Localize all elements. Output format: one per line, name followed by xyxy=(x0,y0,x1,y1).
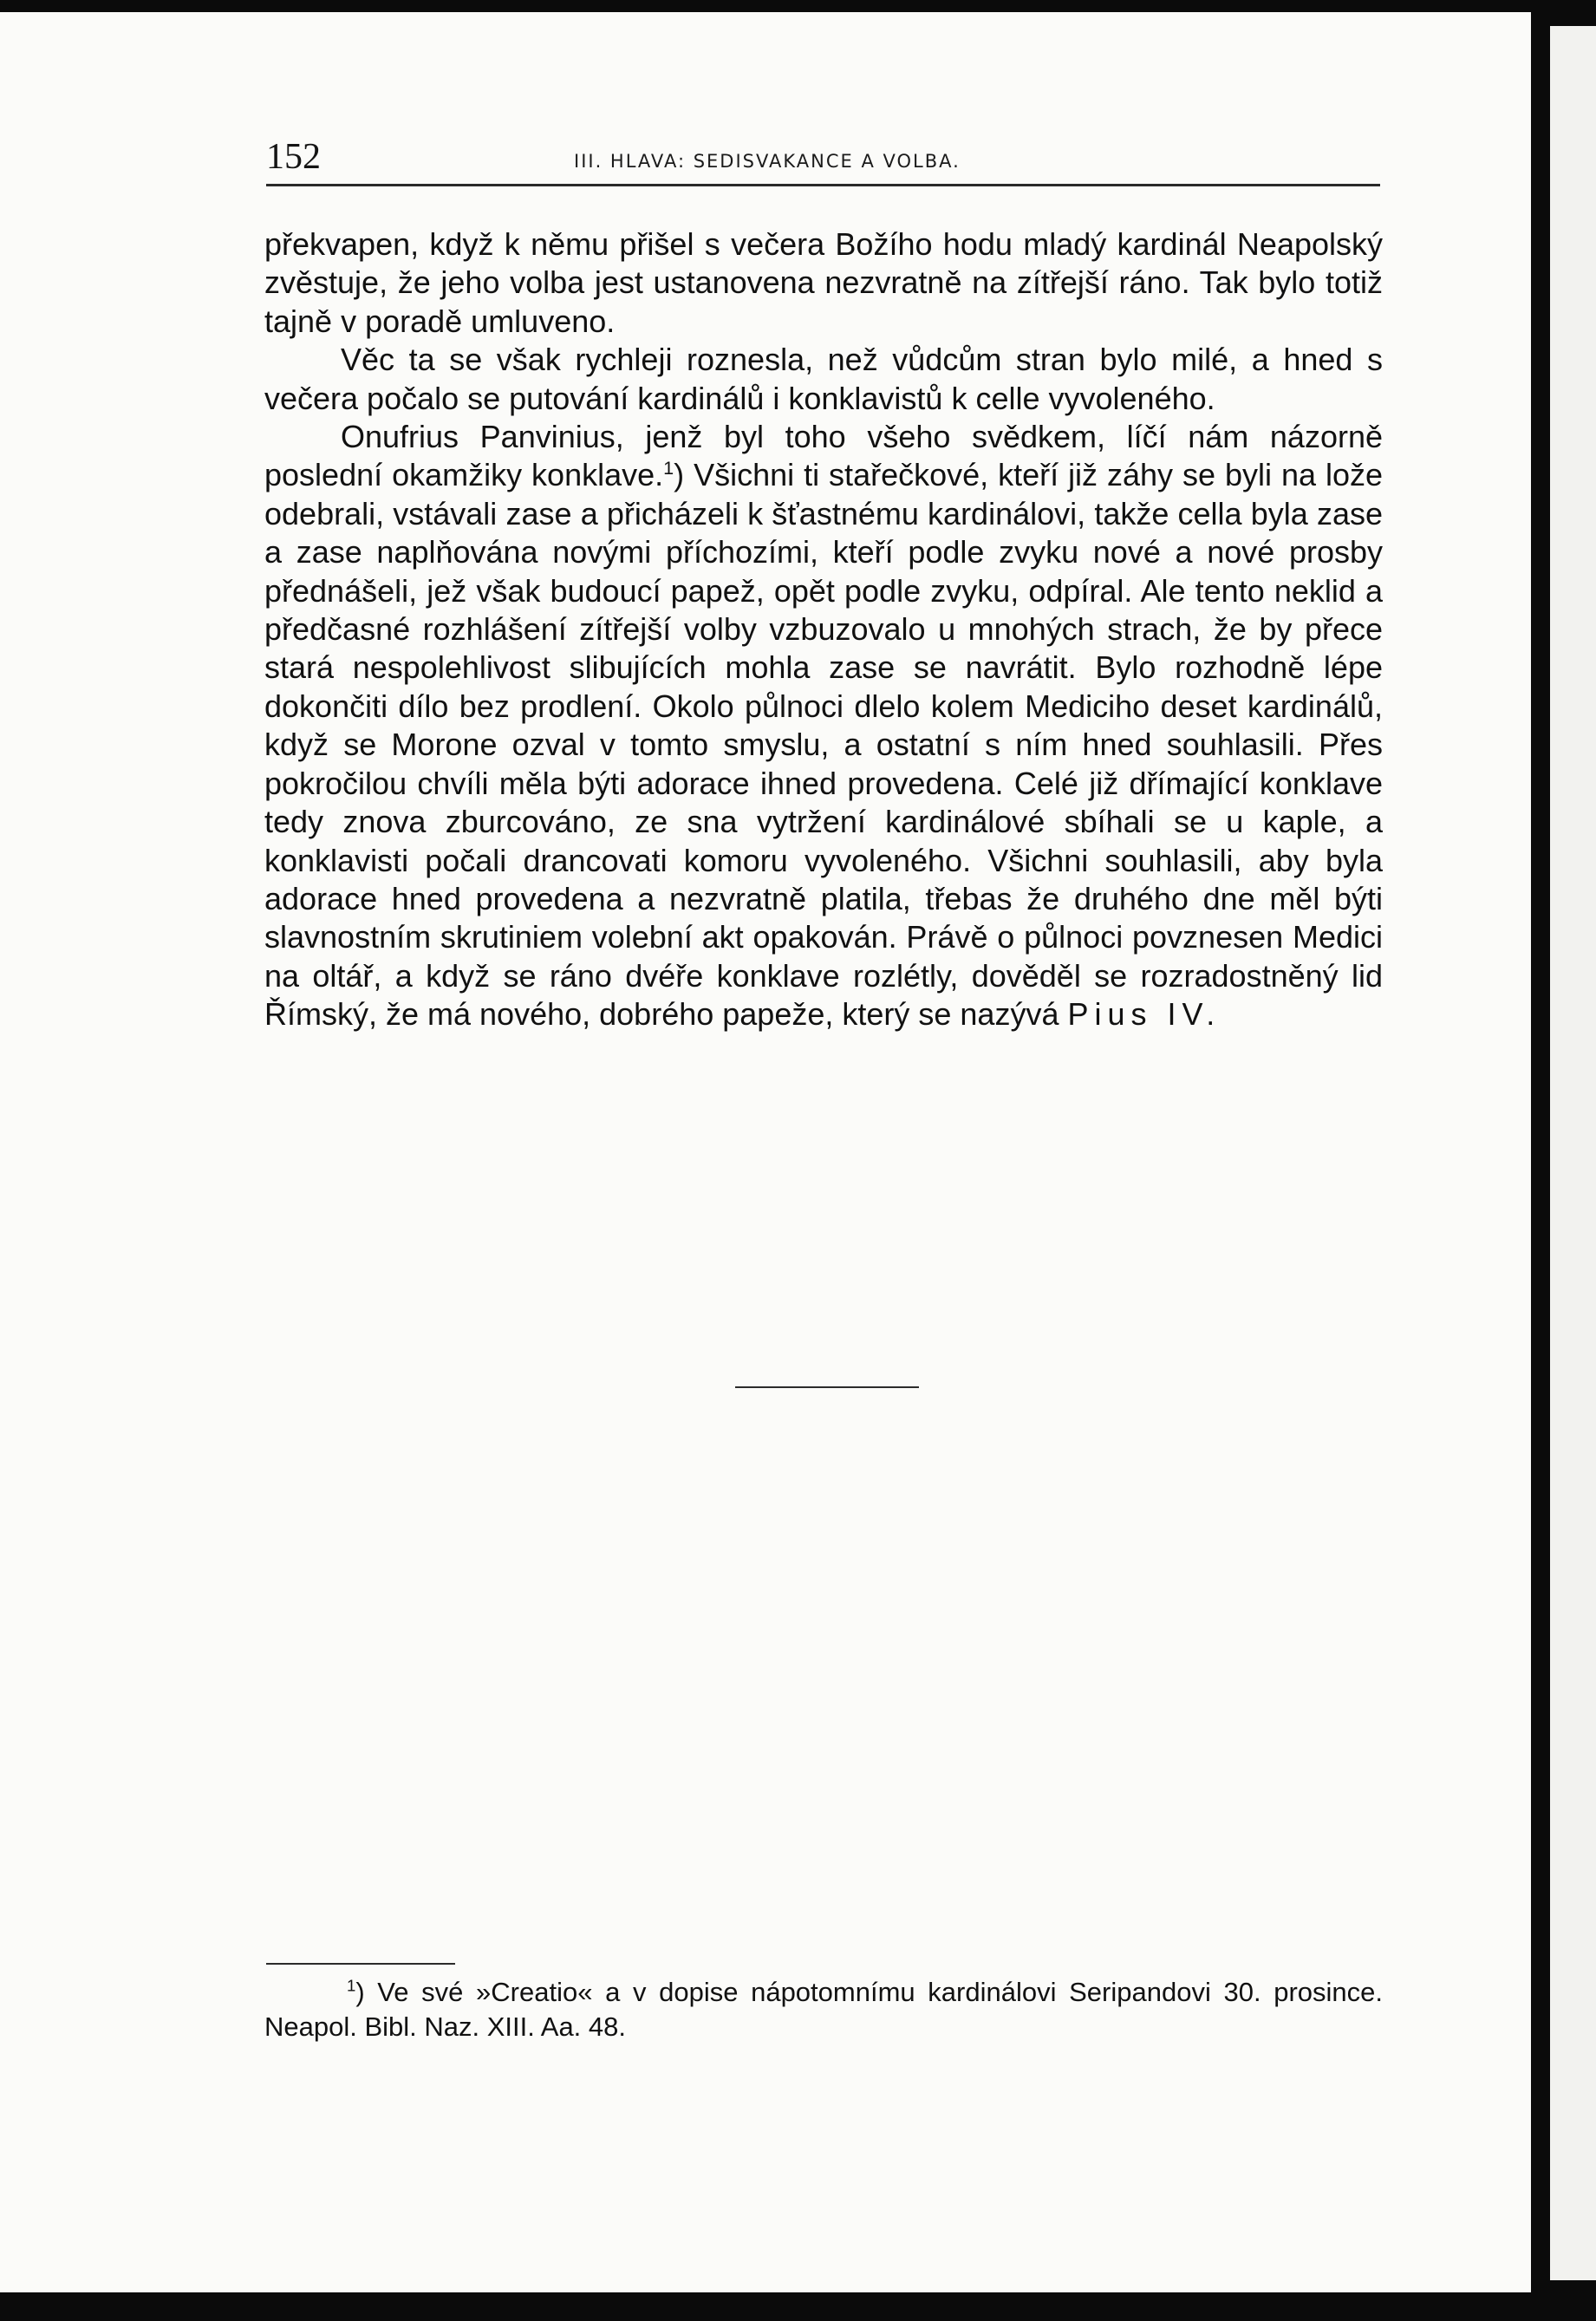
section-divider xyxy=(735,1386,919,1388)
facing-page-edge xyxy=(1531,0,1596,2321)
footnote-marker: 1 xyxy=(347,1976,356,1995)
footnote xyxy=(264,1975,1383,2044)
pope-name: Pius IV. xyxy=(1067,996,1221,1033)
body-text xyxy=(264,225,1383,1034)
paragraph-2: Věc ta se však rychleji roznesla, než vůdcům stran bylo milé, a hned s večera počalo se putování kardinálů i konklavistů k celle vyvoleného. xyxy=(264,342,1383,416)
page-number: 152 xyxy=(266,137,321,177)
paragraph-3 xyxy=(264,418,1383,1034)
paragraph-3-start: Onufrius Panvinius, jenž byl toho všeho svědkem, líčí nám názorně poslední okamžiky konklave. xyxy=(264,419,1383,493)
paragraph-3-body: ) Všichni ti stařečkové, kteří již záhy se byli na lože odebrali, vstávali zase a přicházeli k šťastnému kardinálovi, takže cella byla zase a zase naplňována novými příchozími, kteří podle zvyku nové a nové prosby přednášeli, jež však budoucí papež, opět podle zvyku, odpíral. Ale tento neklid a předčasné rozhlášení zítřejší volby vzbuzovalo u mnohých strach, že by přece stará nespolehlivost slibujících mohla zase se navrátit. Bylo rozhodně lépe dokončiti dílo bez prodlení. Okolo půlnoci dlelo kolem Mediciho deset kardinálů, když se Morone ozval v tomto smyslu, a ostatní s ním hned souhlasili. Přes pokročilou chvíli měla býti adorace ihned provedena. Celé již dřímající konklave tedy znova zburcováno, ze sna vytržení kardinálové sbíhali se u kaple, a konklavisti počali drancovati komoru vyvoleného. Všichni souhlasili, aby byla adorace hned provedena a nezvratně platila, třebas že druhého dne měl býti slavnostním skrutiniem volební akt opakován. Právě o půlnoci povznesen Medici na oltář, a když se ráno dvéře konklave rozlétly, dověděl se rozradostněný lid Římský, že má nového, dobrého papeže, který se nazývá xyxy=(264,457,1383,1033)
running-head: III. HLAVA: SEDISVAKANCE A VOLBA. xyxy=(574,151,961,172)
footnote-reference[interactable]: 1 xyxy=(663,457,674,479)
footnote-rule xyxy=(266,1963,455,1965)
paragraph-1: překvapen, když k němu přišel s večera Božího hodu mladý kardinál Neapolský zvěstuje, že jeho volba jest ustanovena nezvratně na zítřejší ráno. Tak bylo totiž tajně v poradě umluveno. xyxy=(264,226,1383,339)
footnote-text: ) Ve své »Creatio« a v dopise nápotomnímu kardinálovi Seripandovi 30. prosince. Neapol. Bibl. Naz. XIII. Aa. 48. xyxy=(264,1977,1383,2042)
page-header xyxy=(266,139,1380,189)
header-rule xyxy=(266,184,1380,186)
